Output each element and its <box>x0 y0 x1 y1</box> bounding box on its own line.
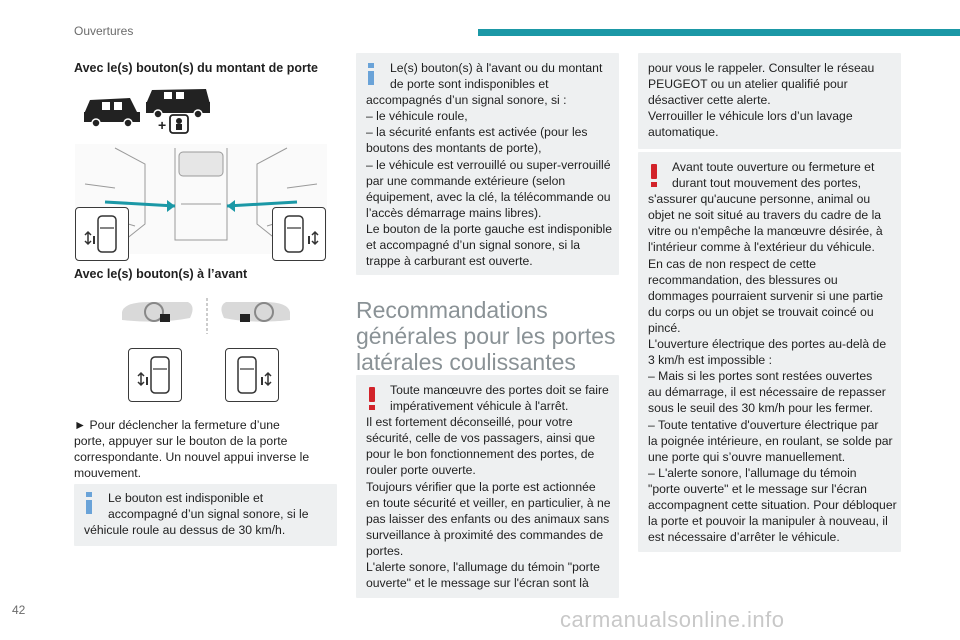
heading-door-pillar-buttons: Avec le(s) bouton(s) du montant de porte <box>74 61 318 75</box>
svg-text:+: + <box>158 117 167 133</box>
instruction-paragraph: ► Pour déclencher la fermeture d’une porte, appuyer sur le bouton de la porte correspondante. Un nouvel appui inverse le mouvement. <box>74 418 310 481</box>
page-number: 42 <box>12 603 26 617</box>
header-accent-bar <box>478 29 960 36</box>
front-left-door-button-icon <box>128 348 182 402</box>
info-box-unavailable: Le(s) bouton(s) à l'avant ou du montant de porte sont indisponibles et accompagnés d’un signal sonore, si : – le véhicule roule, – la sécurité enfants est activée (pour les boutons des montants de porte), – le véhicule est verrouillé ou super-verrouillé par une commande extérieure (selon équipement, avec la clé, la télécommande ou l’accès démarrage mains libres). Le bouton de la porte gauche est indisponible et accompagné d’un signal sonore, si la trappe à carburant est ouverte. <box>356 53 619 275</box>
warning-box-safety: Avant toute ouverture ou fermeture et durant tout mouvement des portes, s'assurer qu'aucune personne, animal ou objet ne soit situé au travers du cadre de la vitre ou n'empêche la manœuvre désirée, à l'intérieur comme à l'extérieur du véhicule. En cas de non respect de cette recommandation, des blessures ou dommages pourraient survenir si une partie du corps ou un objet se trouvait coincé ou pincé. L'ouverture électrique des portes au-delà de 3 km/h est impossible : – Mais si les portes sont restées ouvertes au démarrage, il est nécessaire de repasser sous le seuil des 30 km/h pour les fermer. – Toute tentative d'ouverture électrique par la poignée intérieure, en roulant, se solde par une porte qui s’ouvre manuellement. – L'alerte sonore, l'allumage du témoin "porte ouverte" et le message sur l'écran accompagnent cette situation. Pour débloquer la porte et pouvoir la manipuler à nouveau, il est nécessaire d’arrêter le véhicule. <box>638 152 901 552</box>
info-box-continued: pour vous le rappeler. Consulter le réseau PEUGEOT ou un atelier qualifié pour désactiver cette alerte. Verrouiller le véhicule lors d’un lavage automatique. <box>638 53 901 149</box>
section-title: Recommandations générales pour les portes latérales coulissantes <box>356 297 616 375</box>
watermark: carmanualsonline.info <box>560 607 785 632</box>
heading-front-buttons: Avec le(s) bouton(s) à l’avant <box>74 267 248 281</box>
page-header-section: Ouvertures <box>74 24 134 38</box>
left-door-button-icon <box>75 207 129 261</box>
front-right-door-button-icon <box>225 348 279 402</box>
van-icons-illustration <box>82 86 222 141</box>
van-icon <box>84 98 140 127</box>
warning-box-doors: Toute manœuvre des portes doit se faire impérativement véhicule à l'arrêt. Il est fortement déconseillé, pour votre sécurité, celle de vos passagers, ainsi que pour le bon fonctionnement des portes, de rouler porte ouverte. Toujours vérifier que la porte est actionnée en toute sécurité et veiller, en particulier, à ne pas laisser des enfants ou des animaux sans surveillance à proximité des commandes de portes. L'alerte sonore, l'allumage du témoin "porte ouverte" et le message sur l'écran sont là <box>356 375 619 598</box>
info-box-speed: Le bouton est indisponible et accompagné d’un signal sonore, si le véhicule roule au dessus de 30 km/h. <box>74 484 337 546</box>
van-icon <box>146 89 210 118</box>
dashboard-buttons-illustration <box>120 296 292 341</box>
right-door-button-icon <box>272 207 326 261</box>
